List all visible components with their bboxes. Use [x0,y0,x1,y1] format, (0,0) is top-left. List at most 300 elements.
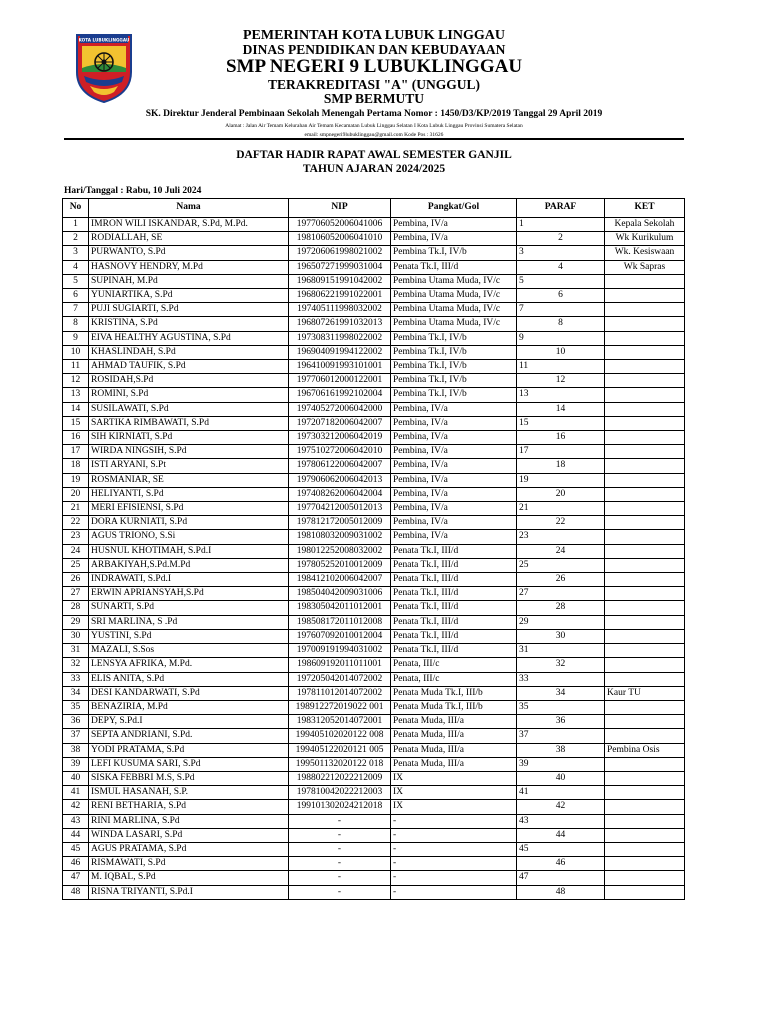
cell-no: 29 [63,615,89,629]
cell-rank: Penata Tk.I, III/d [391,629,517,643]
cell-paraf: 41 [517,786,605,800]
cell-paraf: 31 [517,644,605,658]
table-row [63,828,685,842]
table-row [63,289,685,303]
cell-nip: 197706012000122001 [289,374,391,388]
cell-paraf: 16 [517,431,605,445]
cell-paraf: 36 [517,715,605,729]
cell-ket [605,601,685,615]
cell-rank: Pembina, IV/a [391,402,517,416]
cell-no: 32 [63,658,89,672]
cell-no: 20 [63,487,89,501]
cell-rank: Penata, III/c [391,672,517,686]
svg-text:KOTA LUBUKLINGGAU: KOTA LUBUKLINGGAU [78,37,130,43]
decree-line: SK. Direktur Jenderal Pembinaan Sekolah Menengah Pertama Nomor : 1450/D3/KP/2019 Tanggal 29 April 2019 [145,109,603,119]
cell-name: HASNOVY HENDRY, M.Pd [89,260,289,274]
cell-rank: Penata Tk.I, III/d [391,615,517,629]
cell-name: MAZALI, S.Sos [89,644,289,658]
cell-ket [605,842,685,856]
cell-paraf: 4 [517,260,605,274]
cell-nip: - [289,828,391,842]
cell-ket: Kaur TU [605,686,685,700]
cell-name: YUSTINI, S.Pd [89,629,289,643]
cell-paraf: 46 [517,857,605,871]
cell-name: IMRON WILI ISKANDAR, S.Pd, M.Pd. [89,218,289,232]
cell-name: ARBAKIYAH,S.Pd.M.Pd [89,558,289,572]
cell-nip: 197009191994031002 [289,644,391,658]
cell-nip: 197405111998032002 [289,303,391,317]
cell-rank: Penata Tk.I, III/d [391,644,517,658]
motto-line: SMP BERMUTU [323,91,425,106]
cell-ket [605,700,685,714]
cell-rank: Penata Tk.I, III/d [391,260,517,274]
cell-rank: Pembina Utama Muda, IV/c [391,317,517,331]
cell-rank: - [391,842,517,856]
table-row [63,615,685,629]
cell-name: HELIYANTI, S.Pd [89,487,289,501]
cell-rank: Penata, III/c [391,658,517,672]
cell-ket [605,289,685,303]
table-row [63,700,685,714]
cell-paraf: 47 [517,871,605,885]
cell-rank: Pembina, IV/a [391,516,517,530]
table-row [63,814,685,828]
cell-rank: - [391,828,517,842]
table-row [63,601,685,615]
cell-name: BENAZIRIA, M.Pd [89,700,289,714]
cell-paraf: 35 [517,700,605,714]
cell-paraf: 7 [517,303,605,317]
cell-nip: 197510272006042010 [289,445,391,459]
cell-ket [605,516,685,530]
table-row [63,246,685,260]
cell-name: YUNIARTIKA, S.Pd [89,289,289,303]
cell-paraf: 18 [517,459,605,473]
cell-paraf: 43 [517,814,605,828]
table-row [63,558,685,572]
cell-name: SISKA FEBBRI M.S, S.Pd [89,771,289,785]
cell-ket [605,445,685,459]
cell-nip: 198106052006041010 [289,232,391,246]
cell-no: 44 [63,828,89,842]
cell-no: 21 [63,502,89,516]
cell-rank: Pembina Tk.I, IV/b [391,331,517,345]
cell-paraf: 34 [517,686,605,700]
cell-rank: - [391,814,517,828]
cell-name: ERWIN APRIANSYAH,S.Pd [89,587,289,601]
cell-ket [605,544,685,558]
cell-rank: Pembina, IV/a [391,232,517,246]
cell-ket [605,587,685,601]
cell-nip: 198802212022212009 [289,771,391,785]
table-row [63,516,685,530]
cell-no: 27 [63,587,89,601]
cell-ket [605,871,685,885]
cell-name: KHASLINDAH, S.Pd [89,345,289,359]
cell-no: 9 [63,331,89,345]
cell-ket: Kepala Sekolah [605,218,685,232]
table-header-row [63,199,685,218]
cell-nip: 198508172011012008 [289,615,391,629]
cell-nip: 197206061998021002 [289,246,391,260]
cell-ket [605,345,685,359]
header-paraf: PARAF [517,199,605,218]
cell-name: RENI BETHARIA, S.Pd [89,800,289,814]
cell-paraf: 27 [517,587,605,601]
cell-nip: - [289,885,391,899]
table-row [63,331,685,345]
cell-name: WIRDA NINGSIH, S.Pd [89,445,289,459]
cell-name: ROSMANIAR, SE [89,473,289,487]
cell-rank: Pembina Utama Muda, IV/c [391,303,517,317]
cell-no: 6 [63,289,89,303]
header-name: Nama [89,199,289,218]
cell-ket [605,828,685,842]
cell-nip: 197308311998022002 [289,331,391,345]
cell-no: 3 [63,246,89,260]
cell-nip: 197806122006042007 [289,459,391,473]
table-row [63,885,685,899]
cell-rank: Penata Muda, III/a [391,757,517,771]
cell-ket [605,800,685,814]
table-row [63,729,685,743]
cell-name: KRISTINA, S.Pd [89,317,289,331]
cell-nip: 197706052006041006 [289,218,391,232]
cell-paraf: 40 [517,771,605,785]
table-row [63,842,685,856]
cell-rank: Penata Tk.I, III/d [391,601,517,615]
cell-ket [605,814,685,828]
header-rank: Pangkat/Gol [391,199,517,218]
cell-name: SUPINAH, M.Pd [89,274,289,288]
document-title: DAFTAR HADIR RAPAT AWAL SEMESTER GANJIL [236,149,512,161]
cell-paraf: 24 [517,544,605,558]
header-no: No [63,199,89,218]
cell-rank: Penata Tk.I, III/d [391,573,517,587]
cell-rank: - [391,885,517,899]
cell-paraf: 26 [517,573,605,587]
cell-nip: - [289,814,391,828]
cell-name: DESI KANDARWATI, S.Pd [89,686,289,700]
cell-rank: Pembina, IV/a [391,218,517,232]
cell-name: RODIALLAH, SE [89,232,289,246]
cell-name: WINDA LASARI, S.Pd [89,828,289,842]
table-row [63,544,685,558]
cell-nip: 198412102006042007 [289,573,391,587]
cell-ket: Pembina Osis [605,743,685,757]
cell-name: YODI PRATAMA, S.Pd [89,743,289,757]
cell-nip: 196706161992102004 [289,388,391,402]
cell-no: 31 [63,644,89,658]
cell-nip: 196806221991022001 [289,289,391,303]
cell-name: PURWANTO, S.Pd [89,246,289,260]
cell-nip: 197405272006042000 [289,402,391,416]
cell-rank: Pembina, IV/a [391,431,517,445]
cell-name: M. IQBAL, S.Pd [89,871,289,885]
cell-name: LENSYA AFRIKA, M.Pd. [89,658,289,672]
cell-nip: 198504042009031006 [289,587,391,601]
cell-no: 22 [63,516,89,530]
cell-name: ISTI ARYANI, S.Pt [89,459,289,473]
cell-paraf: 14 [517,402,605,416]
table-row [63,573,685,587]
cell-nip: 196410091993101001 [289,360,391,374]
contact-line: email: smpnegeri9lubuklinggau@gmail.com Kode Pos : 31626 [304,132,444,138]
cell-rank: Pembina Utama Muda, IV/c [391,274,517,288]
cell-nip: - [289,857,391,871]
cell-ket: Wk Sapras [605,260,685,274]
table-row [63,218,685,232]
cell-no: 39 [63,757,89,771]
cell-name: ROMINI, S.Pd [89,388,289,402]
table-row [63,260,685,274]
cell-no: 19 [63,473,89,487]
cell-name: SRI MARLINA, S .Pd [89,615,289,629]
cell-no: 43 [63,814,89,828]
cell-nip: 199101302024212018 [289,800,391,814]
table-row [63,232,685,246]
cell-rank: Pembina, IV/a [391,487,517,501]
table-row [63,672,685,686]
accreditation-line: TERAKREDITASI "A" (UNGGUL) [267,77,480,92]
table-row [63,871,685,885]
cell-rank: Penata Tk.I, III/d [391,544,517,558]
letterhead-divider [64,138,684,140]
table-row [63,388,685,402]
cell-no: 5 [63,274,89,288]
cell-nip: 196809151991042002 [289,274,391,288]
table-row [63,374,685,388]
cell-rank: Pembina, IV/a [391,459,517,473]
cell-rank: Pembina, IV/a [391,473,517,487]
cell-paraf: 23 [517,530,605,544]
cell-name: ROSIDAH,S.Pd [89,374,289,388]
cell-nip: 196904091994122002 [289,345,391,359]
cell-no: 42 [63,800,89,814]
table-row [63,317,685,331]
cell-nip: 196807261991032013 [289,317,391,331]
cell-ket [605,629,685,643]
cell-nip: - [289,842,391,856]
cell-ket [605,771,685,785]
cell-name: SUSILAWATI, S.Pd [89,402,289,416]
address-line: Alamat : Jalan Air Temam Kelurahan Air Temam Kecamatan Lubuk Linggau Selatan I Kota Lubuk Linggau Provinsi Sumatera Selatan [225,123,523,129]
cell-no: 33 [63,672,89,686]
cell-ket [605,530,685,544]
table-row [63,800,685,814]
cell-rank: Pembina, IV/a [391,445,517,459]
cell-paraf: 8 [517,317,605,331]
table-row [63,445,685,459]
cell-no: 24 [63,544,89,558]
cell-rank: Penata Tk.I, III/d [391,558,517,572]
table-row [63,715,685,729]
cell-paraf: 32 [517,658,605,672]
cell-paraf: 19 [517,473,605,487]
cell-no: 28 [63,601,89,615]
cell-ket: Wk. Kesiswaan [605,246,685,260]
cell-name: AGUS PRATAMA, S.Pd [89,842,289,856]
cell-no: 17 [63,445,89,459]
cell-nip: 197607092010012004 [289,629,391,643]
cell-no: 30 [63,629,89,643]
table-row [63,402,685,416]
cell-no: 13 [63,388,89,402]
table-row [63,587,685,601]
cell-no: 41 [63,786,89,800]
cell-name: EIVA HEALTHY AGUSTINA, S.Pd [89,331,289,345]
cell-ket [605,274,685,288]
cell-paraf: 15 [517,416,605,430]
document-subtitle: TAHUN AJARAN 2024/2025 [302,163,446,175]
cell-ket [605,431,685,445]
cell-rank: Pembina Tk.I, IV/b [391,246,517,260]
header-nip: NIP [289,199,391,218]
cell-no: 18 [63,459,89,473]
cell-nip: 198012252008032002 [289,544,391,558]
cell-nip: 197408262006042004 [289,487,391,501]
cell-nip: 197704212005012013 [289,502,391,516]
cell-ket [605,672,685,686]
cell-paraf: 5 [517,274,605,288]
table-row [63,502,685,516]
cell-rank: Penata Muda, III/a [391,729,517,743]
cell-ket: Wk Kurikulum [605,232,685,246]
cell-name: DEPY, S.Pd.I [89,715,289,729]
cell-no: 38 [63,743,89,757]
cell-ket [605,459,685,473]
cell-ket [605,502,685,516]
cell-ket [605,558,685,572]
cell-paraf: 13 [517,388,605,402]
table-row [63,473,685,487]
meeting-date: Hari/Tanggal : Rabu, 10 Juli 2024 [64,186,202,196]
cell-no: 26 [63,573,89,587]
cell-ket [605,615,685,629]
cell-ket [605,360,685,374]
table-row [63,786,685,800]
cell-ket [605,331,685,345]
cell-no: 4 [63,260,89,274]
government-name: PEMERINTAH KOTA LUBUK LINGGAU [242,28,505,43]
table-row [63,771,685,785]
cell-nip: 198108032009031002 [289,530,391,544]
cell-nip: - [289,871,391,885]
cell-name: RISNA TRIYANTI, S.Pd.I [89,885,289,899]
cell-paraf: 2 [517,232,605,246]
cell-paraf: 25 [517,558,605,572]
cell-paraf: 39 [517,757,605,771]
cell-name: AGUS TRIONO, S.Si [89,530,289,544]
cell-nip: 199501132020122 018 [289,757,391,771]
cell-rank: Penata Muda, III/a [391,715,517,729]
cell-paraf: 21 [517,502,605,516]
cell-name: ISMUL HASANAH, S.P. [89,786,289,800]
cell-ket [605,416,685,430]
cell-nip: 198305042011012001 [289,601,391,615]
cell-name: RISMAWATI, S.Pd [89,857,289,871]
cell-no: 40 [63,771,89,785]
cell-no: 35 [63,700,89,714]
cell-rank: Penata Tk.I, III/d [391,587,517,601]
cell-rank: - [391,857,517,871]
cell-no: 45 [63,842,89,856]
cell-no: 15 [63,416,89,430]
cell-name: RINI MARLINA, S.Pd [89,814,289,828]
cell-rank: Penata Muda Tk.I, III/b [391,700,517,714]
cell-ket [605,786,685,800]
cell-name: MERI EFISIENSI, S.Pd [89,502,289,516]
cell-rank: Pembina Tk.I, IV/b [391,345,517,359]
cell-no: 34 [63,686,89,700]
table-row [63,629,685,643]
table-row [63,644,685,658]
cell-rank: Pembina Tk.I, IV/b [391,388,517,402]
cell-nip: 197303212006042019 [289,431,391,445]
cell-paraf: 20 [517,487,605,501]
cell-nip: 197207182006042007 [289,416,391,430]
cell-no: 16 [63,431,89,445]
cell-name: AHMAD TAUFIK, S.Pd [89,360,289,374]
cell-paraf: 1 [517,218,605,232]
cell-rank: Penata Muda, III/a [391,743,517,757]
cell-paraf: 44 [517,828,605,842]
cell-no: 48 [63,885,89,899]
cell-nip: 197811012014072002 [289,686,391,700]
cell-nip: 197812172005012009 [289,516,391,530]
cell-ket [605,473,685,487]
cell-paraf: 42 [517,800,605,814]
table-row [63,459,685,473]
cell-paraf: 30 [517,629,605,643]
cell-nip: 198912272019022 001 [289,700,391,714]
cell-nip: 196507271999031004 [289,260,391,274]
cell-paraf: 28 [517,601,605,615]
cell-paraf: 6 [517,289,605,303]
cell-name: SUNARTI, S.Pd [89,601,289,615]
cell-no: 23 [63,530,89,544]
cell-rank: Penata Muda Tk.I, III/b [391,686,517,700]
cell-name: LEFI KUSUMA SARI, S.Pd [89,757,289,771]
cell-no: 36 [63,715,89,729]
cell-nip: 197805252010012009 [289,558,391,572]
cell-rank: Pembina Utama Muda, IV/c [391,289,517,303]
cell-no: 46 [63,857,89,871]
table-row [63,743,685,757]
cell-nip: 198312052014072001 [289,715,391,729]
cell-nip: 197205042014072002 [289,672,391,686]
table-row [63,857,685,871]
cell-ket [605,388,685,402]
table-row [63,686,685,700]
cell-nip: 198609192011011001 [289,658,391,672]
table-row [63,360,685,374]
cell-no: 14 [63,402,89,416]
cell-paraf: 33 [517,672,605,686]
table-row [63,274,685,288]
table-row [63,487,685,501]
cell-paraf: 12 [517,374,605,388]
cell-nip: 199405102020122 008 [289,729,391,743]
cell-no: 1 [63,218,89,232]
cell-rank: IX [391,771,517,785]
table-row [63,658,685,672]
cell-paraf: 48 [517,885,605,899]
cell-nip: 199405122020121 005 [289,743,391,757]
cell-paraf: 37 [517,729,605,743]
cell-rank: Pembina Tk.I, IV/b [391,360,517,374]
cell-rank: Pembina Tk.I, IV/b [391,374,517,388]
